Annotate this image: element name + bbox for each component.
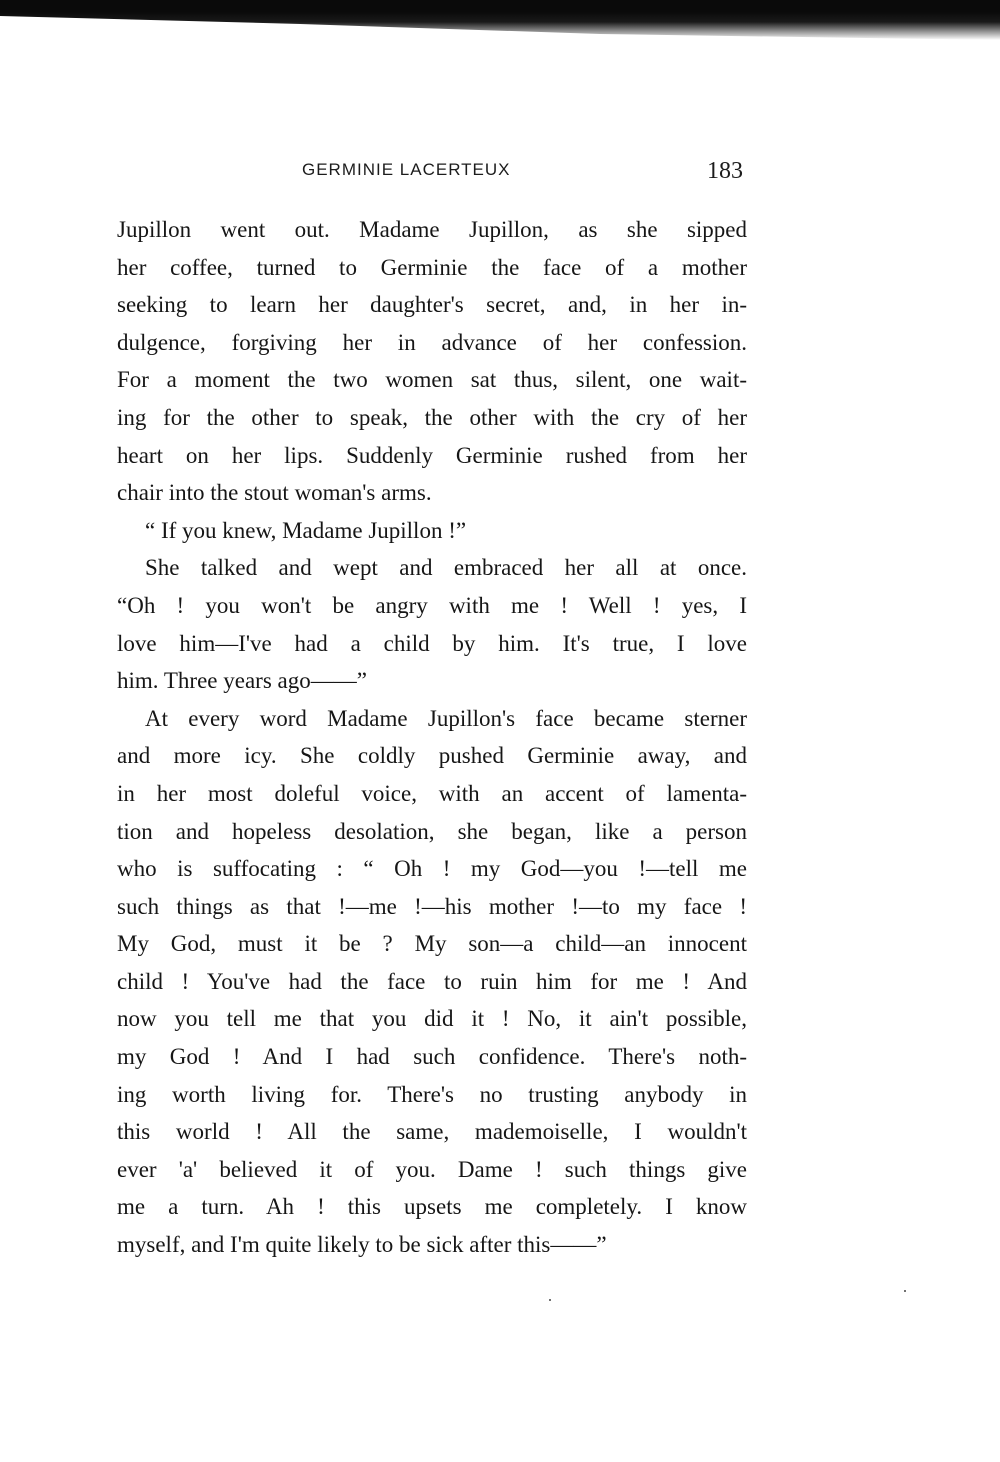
text-line: dulgence, forgiving her in advance of her confession. bbox=[117, 329, 747, 355]
text-line: For a moment the two women sat thus, silent, one wait- bbox=[117, 367, 747, 393]
text-line: who is suffocating : “ Oh ! my God—you !—tell me bbox=[117, 856, 747, 882]
text-line: now you tell me that you did it ! No, it ain't possible, bbox=[117, 1006, 747, 1032]
running-title: GERMINIE LACERTEUX bbox=[302, 160, 511, 179]
scan-speck bbox=[549, 1299, 551, 1301]
text-line: ing for the other to speak, the other with the cry of her bbox=[117, 404, 747, 430]
text-line: myself, and I'm quite likely to be sick after this——” bbox=[117, 1232, 607, 1258]
text-line: chair into the stout woman's arms. bbox=[117, 480, 432, 506]
text-line: seeking to learn her daughter's secret, and, in her in- bbox=[117, 292, 747, 318]
text-line: At every word Madame Jupillon's face became sterner bbox=[145, 705, 747, 731]
text-line: this world ! All the same, mademoiselle, I wouldn't bbox=[117, 1119, 747, 1145]
text-line: love him—I've had a child by him. It's true, I love bbox=[117, 630, 747, 656]
text-line: me a turn. Ah ! this upsets me completely. I know bbox=[117, 1194, 747, 1220]
text-line: My God, must it be ? My son—a child—an innocent bbox=[117, 931, 747, 957]
body-text bbox=[117, 211, 747, 1264]
scan-speck bbox=[904, 1290, 906, 1292]
text-line: ever 'a' believed it of you. Dame ! such things give bbox=[117, 1156, 747, 1182]
text-line: him. Three years ago——” bbox=[117, 668, 367, 694]
text-line: “Oh ! you won't be angry with me ! Well ! yes, I bbox=[117, 592, 747, 618]
text-line: heart on her lips. Suddenly Germinie rushed from her bbox=[117, 442, 747, 468]
page-number: 183 bbox=[707, 158, 743, 184]
text-line: her coffee, turned to Germinie the face of a mother bbox=[117, 254, 747, 280]
text-line: such things as that !—me !—his mother !—to my face ! bbox=[117, 893, 747, 919]
text-line: “ If you knew, Madame Jupillon !” bbox=[145, 517, 467, 543]
text-line: in her most doleful voice, with an accent of lamenta- bbox=[117, 780, 747, 806]
text-line: Jupillon went out. Madame Jupillon, as she sipped bbox=[117, 217, 747, 242]
text-line: tion and hopeless desolation, she began, like a person bbox=[117, 818, 747, 844]
text-line: my God ! And I had such confidence. There's noth- bbox=[117, 1044, 747, 1070]
text-line: child ! You've had the face to ruin him for me ! And bbox=[117, 968, 747, 994]
text-line: She talked and wept and embraced her all at once. bbox=[145, 555, 747, 581]
scan-edge-shadow bbox=[0, 0, 1000, 40]
text-line: ing worth living for. There's no trusting anybody in bbox=[117, 1081, 747, 1107]
text-line: and more icy. She coldly pushed Germinie away, and bbox=[117, 743, 747, 769]
